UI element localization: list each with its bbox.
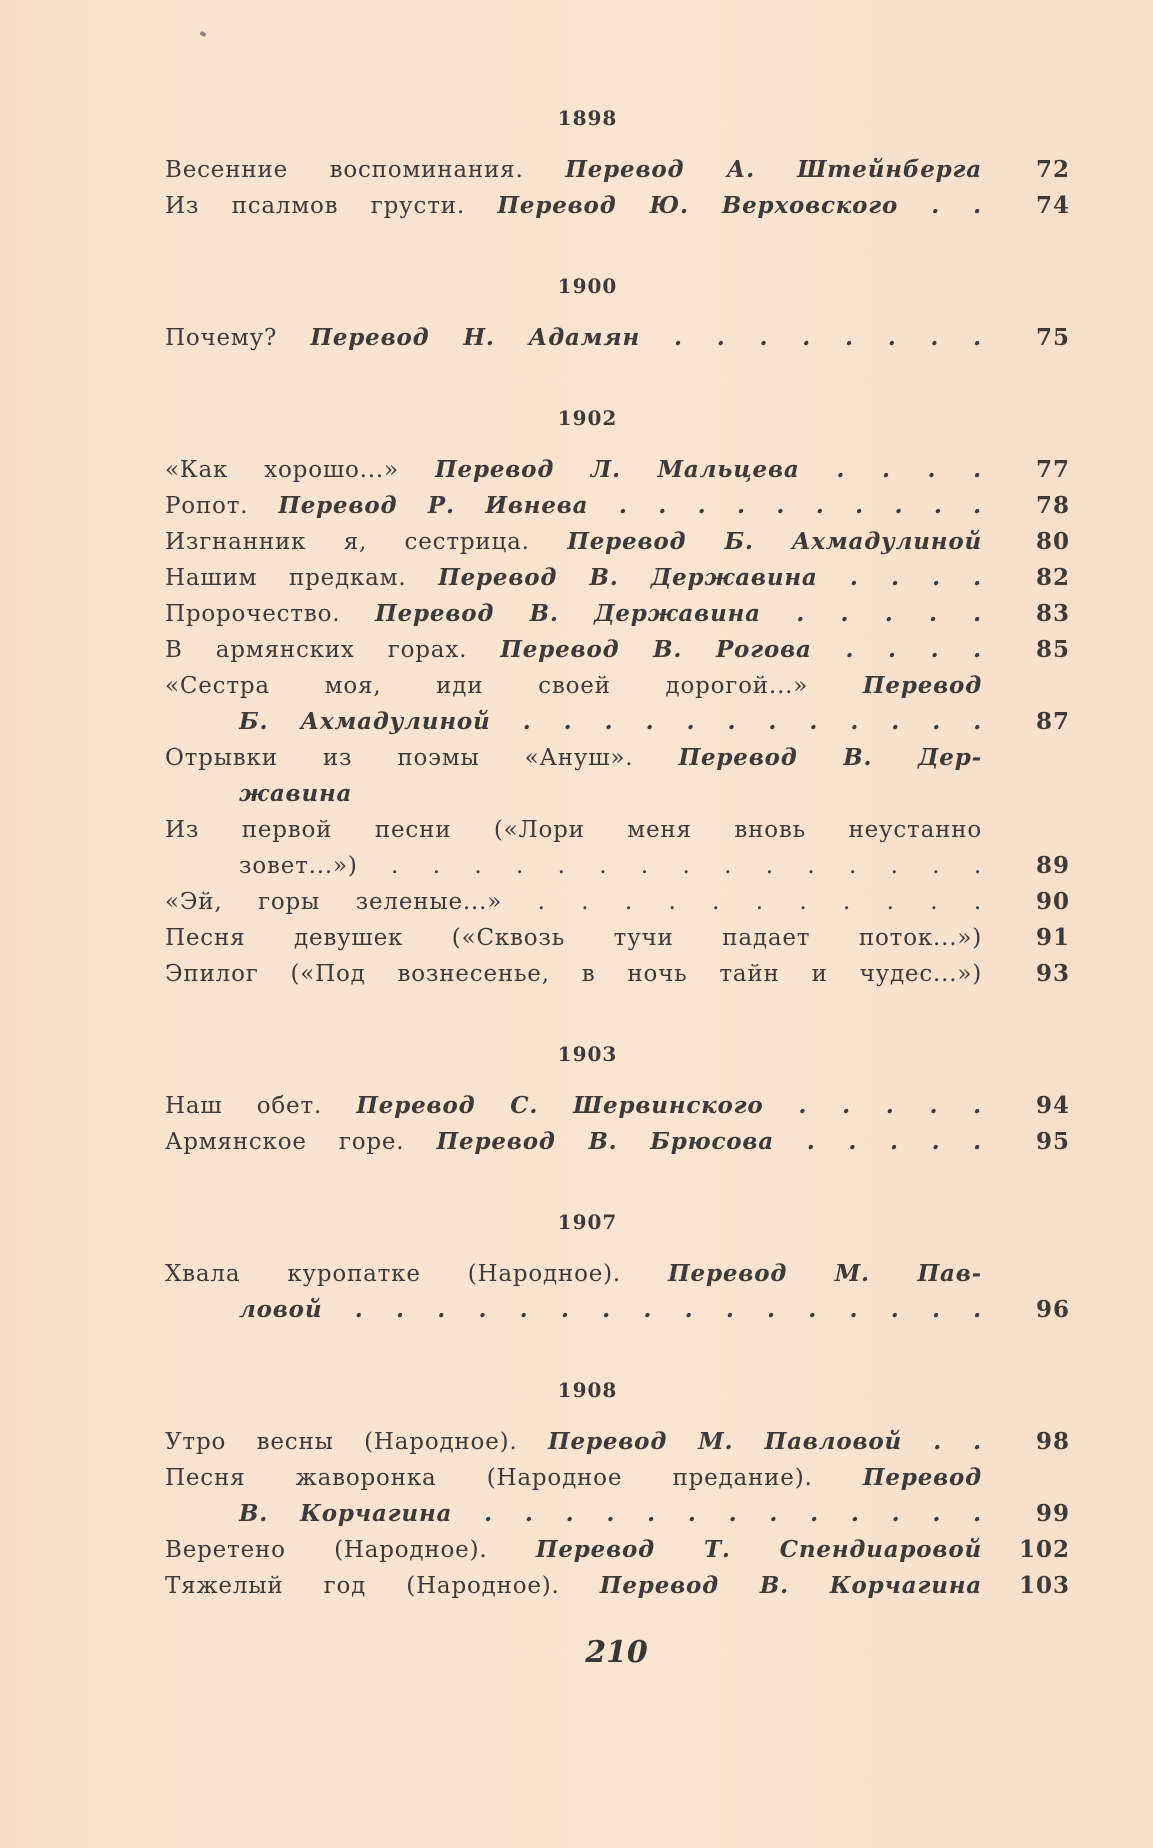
entry-list [165, 1424, 1070, 1604]
entry-list [165, 1088, 1070, 1160]
entry-list [165, 452, 1070, 992]
entry-title: Весенние воспоминания. [165, 157, 524, 183]
entry-title: «Эй, горы зеленые...» . . . . . . . . . . . [165, 889, 982, 915]
entry-continuation: жавина [239, 780, 353, 807]
entry-page-number: 90 [1035, 888, 1070, 915]
entry-list [165, 1256, 1070, 1328]
entry-text [165, 488, 1000, 524]
entry-title: Тяжелый год (Народное). [165, 1573, 560, 1599]
entry-translator: Перевод Н. Адамян . . . . . . . . [310, 324, 982, 351]
toc-entry [165, 1460, 1070, 1532]
toc-entry [165, 956, 1070, 992]
entry-title: Ропот. [165, 493, 249, 519]
entry-title: Нашим предкам. [165, 565, 407, 591]
entry-title: Песня жаворонка (Народное предание). [165, 1465, 813, 1491]
entry-page-number: 83 [1035, 600, 1070, 627]
toc-entry [165, 1424, 1070, 1460]
entry-title: Отрывки из поэмы «Ануш». [165, 745, 634, 771]
section-year: 1908 [557, 1378, 618, 1402]
section-year: 1907 [557, 1210, 618, 1234]
entry-title: Эпилог («Под вознесенье, в ночь тайн и чудес...») [165, 961, 982, 987]
section-year: 1902 [557, 406, 618, 430]
table-of-contents [165, 98, 1070, 1604]
entry-text [165, 740, 1000, 812]
entry-title: Хвала куропатке (Народное). [165, 1261, 622, 1287]
entry-translator: Перевод М. Павловой . . [548, 1428, 982, 1455]
toc-entry [165, 188, 1070, 224]
toc-entry [165, 632, 1070, 668]
section-year: 1900 [557, 274, 618, 298]
entry-text [165, 1424, 1000, 1460]
entry-list [165, 320, 1070, 356]
toc-entry [165, 1256, 1070, 1328]
toc-entry [165, 560, 1070, 596]
entry-page-number: 96 [1035, 1296, 1070, 1323]
entry-text [165, 1088, 1000, 1124]
toc-entry [165, 1088, 1070, 1124]
entry-translator: Перевод В. Дер- [678, 744, 982, 771]
entry-title: Наш обет. [165, 1093, 323, 1119]
toc-entry [165, 488, 1070, 524]
entry-page-number: 82 [1035, 564, 1070, 591]
entry-text [165, 812, 1000, 884]
toc-section [165, 1202, 1070, 1328]
section-year: 1903 [557, 1042, 618, 1066]
entry-page-number: 93 [1035, 960, 1070, 987]
entry-page-number: 95 [1035, 1128, 1070, 1155]
toc-entry [165, 812, 1070, 884]
entry-translator: Перевод В. Рогова . . . . [500, 636, 982, 663]
entry-page-number: 78 [1035, 492, 1070, 519]
entry-title: В армянских горах. [165, 637, 468, 663]
page-number: 210 [585, 1635, 648, 1670]
entry-text [165, 188, 1000, 224]
toc-section [165, 1370, 1070, 1604]
entry-page-number: 98 [1035, 1428, 1070, 1455]
toc-entry [165, 668, 1070, 740]
entry-text [165, 1256, 1000, 1328]
toc-entry [165, 1124, 1070, 1160]
entry-continuation: Б. Ахмадулиной . . . . . . . . . . . . [239, 708, 982, 735]
entry-text [165, 596, 1000, 632]
entry-text [165, 1532, 1000, 1568]
entry-page-number: 85 [1035, 636, 1070, 663]
entry-title: Изгнанник я, сестрица. [165, 529, 530, 555]
entry-translator: Перевод Б. Ахмадулиной [567, 528, 982, 555]
toc-entry [165, 920, 1070, 956]
toc-entry [165, 452, 1070, 488]
entry-text [165, 1568, 1000, 1604]
toc-section [165, 98, 1070, 224]
entry-text [165, 956, 1000, 992]
entry-title: Из псалмов грусти. [165, 193, 465, 219]
entry-title: Песня девушек («Сквозь тучи падает поток...») [165, 925, 982, 951]
entry-continuation: ловой . . . . . . . . . . . . . . . . [239, 1296, 982, 1323]
toc-section [165, 398, 1070, 992]
entry-page-number: 80 [1035, 528, 1070, 555]
entry-page-number: 103 [1018, 1572, 1070, 1599]
toc-entry [165, 884, 1070, 920]
entry-translator: Перевод М. Пав- [668, 1260, 982, 1287]
entry-title: «Как хорошо...» [165, 457, 399, 483]
toc-entry [165, 524, 1070, 560]
paper-speck [199, 31, 206, 37]
entry-text [165, 1124, 1000, 1160]
entry-text [165, 668, 1000, 740]
entry-title: Пророчество. [165, 601, 341, 627]
toc-entry [165, 740, 1070, 812]
entry-translator: Перевод Р. Ивнева . . . . . . . . . . [278, 492, 982, 519]
entry-translator: Перевод В. Державина . . . . [438, 564, 982, 591]
entry-translator: Перевод В. Брюсова . . . . . [436, 1128, 982, 1155]
entry-translator: Перевод А. Штейнберга [565, 156, 982, 183]
entry-text [165, 632, 1000, 668]
entry-page-number: 87 [1035, 708, 1070, 735]
entry-page-number: 94 [1035, 1092, 1070, 1119]
entry-page-number: 75 [1035, 324, 1070, 351]
entry-text [165, 320, 1000, 356]
entry-text [165, 452, 1000, 488]
toc-entry [165, 1568, 1070, 1604]
entry-text [165, 920, 1000, 956]
entry-translator: Перевод Ю. Верховского . . [497, 192, 982, 219]
entry-page-number: 89 [1035, 852, 1070, 879]
section-year: 1898 [557, 106, 618, 130]
toc-section [165, 1034, 1070, 1160]
entry-text [165, 152, 1000, 188]
entry-translator: Перевод Л. Мальцева . . . . [435, 456, 982, 483]
entry-page-number: 102 [1018, 1536, 1070, 1563]
entry-page-number: 72 [1035, 156, 1070, 183]
entry-translator: Перевод Т. Спендиаровой [535, 1536, 982, 1563]
entry-continuation: В. Корчагина . . . . . . . . . . . . . [239, 1500, 982, 1527]
entry-translator: Перевод [862, 1464, 982, 1491]
entry-page-number: 91 [1035, 924, 1070, 951]
entry-page-number: 99 [1035, 1500, 1070, 1527]
entry-title: «Сестра моя, иди своей дорогой...» [165, 673, 809, 699]
entry-translator: Перевод В. Державина . . . . . [375, 600, 982, 627]
toc-entry [165, 596, 1070, 632]
toc-section [165, 266, 1070, 356]
toc-entry [165, 1532, 1070, 1568]
entry-continuation: зовет...») . . . . . . . . . . . . . . . [239, 853, 982, 879]
toc-entry [165, 152, 1070, 188]
entry-list [165, 152, 1070, 224]
entry-translator: Перевод [862, 672, 982, 699]
toc-entry [165, 320, 1070, 356]
entry-title: Веретено (Народное). [165, 1537, 488, 1563]
entry-title: Из первой песни («Лори меня вновь неустанно [165, 817, 982, 843]
entry-title: Почему? [165, 325, 278, 351]
entry-title: Армянское горе. [165, 1129, 405, 1155]
entry-title: Утро весны (Народное). [165, 1429, 518, 1455]
entry-text [165, 1460, 1000, 1532]
entry-text [165, 560, 1000, 596]
entry-page-number: 74 [1035, 192, 1070, 219]
entry-text [165, 884, 1000, 920]
entry-text [165, 524, 1000, 560]
entry-translator: Перевод С. Шервинского . . . . . [356, 1092, 982, 1119]
entry-page-number: 77 [1035, 456, 1070, 483]
entry-translator: Перевод В. Корчагина [599, 1572, 982, 1599]
